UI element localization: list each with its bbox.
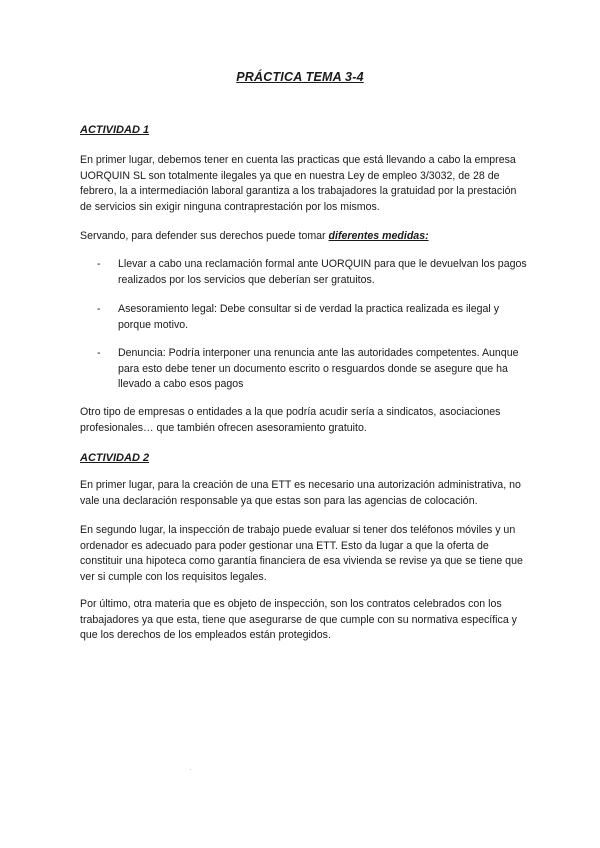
- actividad-1-paragraph-3: Otro tipo de empresas o entidades a la que podría acudir sería a sindicatos, asociaciones profesionales… que también ofrecen asesoramiento gratuito.: [80, 406, 501, 434]
- document-title: PRÁCTICA TEMA 3-4: [236, 70, 364, 84]
- list-item-text: Denuncia: Podría interponer una renuncia ante las autoridades competentes. Aunque para esto debe tener un documento escrito o resguardos donde se asegure que ha llevado a cabo esos pagos: [118, 347, 519, 390]
- emphasis-diferentes-medidas: diferentes medidas:: [328, 230, 429, 242]
- list-item-text: Llevar a cabo una reclamación formal ante UORQUIN para que le devuelvan los pagos realizados por los servicios que deberían ser gratuitos.: [118, 258, 527, 286]
- actividad-2-paragraph-2: En segundo lugar, la inspección de trabajo puede evaluar si tener dos teléfonos móviles y un ordenador es adecuado para poder gestionar una ETT. Esto da lugar a que la oferta de constituir una hipoteca como garantía financiera de esa vivienda se revise ya que se tiene que ver si cumple con los requisitos legales.: [80, 524, 523, 583]
- page-speck: [190, 769, 191, 770]
- bullet-marker: -: [97, 303, 101, 315]
- bullet-marker: -: [97, 347, 101, 359]
- paragraph-2-text: Servando, para defender sus derechos puede tomar: [80, 230, 329, 242]
- heading-actividad-1: ACTIVIDAD 1: [80, 124, 150, 136]
- list-item-text: Asesoramiento legal: Debe consultar si de verdad la practica realizada es ilegal y porque motivo.: [118, 303, 499, 331]
- actividad-1-paragraph-1: En primer lugar, debemos tener en cuenta las practicas que está llevando a cabo la empresa UORQUIN SL son totalmente ilegales ya que en nuestra Ley de empleo 3/3032, de 28 de febrero, la a intermediación laboral garantiza a los trabajadores la gratuidad por la prestación de servicios sin exigir ninguna contraprestación por los mismos.: [80, 154, 517, 213]
- actividad-1-paragraph-2: [80, 229, 530, 245]
- bullet-marker: -: [97, 258, 101, 270]
- actividad-2-paragraph-1: En primer lugar, para la creación de una ETT es necesario una autorización administrativa, no vale una declaración responsable ya que estas son para las agencias de colocación.: [80, 479, 521, 507]
- actividad-2-paragraph-3: Por último, otra materia que es objeto de inspección, son los contratos celebrados con los trabajadores ya que esta, tiene que asegurarse de que cumple con su normativa específica y que los derechos de los empleados están protegidos.: [80, 598, 517, 641]
- heading-actividad-2: ACTIVIDAD 2: [80, 452, 150, 464]
